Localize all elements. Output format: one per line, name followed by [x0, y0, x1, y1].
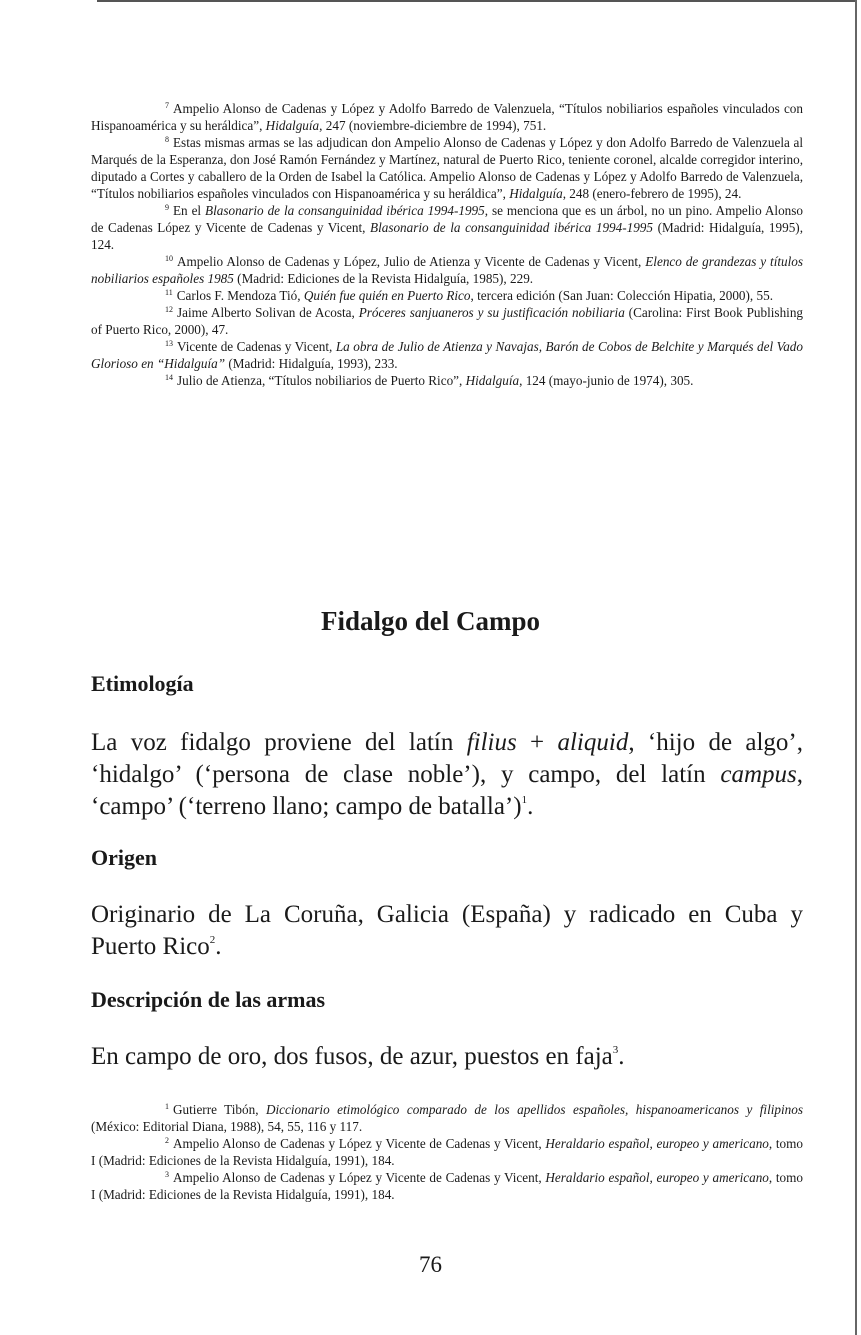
- footnote-number: 10: [165, 254, 173, 263]
- page-number: 76: [419, 1252, 442, 1277]
- footnote: [91, 1101, 803, 1135]
- scan-top-edge: [97, 0, 857, 2]
- text-run: Vicente de Cadenas y Vicent,: [177, 339, 336, 354]
- top-footnotes: [91, 100, 803, 389]
- footnote: [91, 1135, 803, 1169]
- text-run: , 247 (noviembre-diciembre de 1994), 751.: [319, 118, 547, 133]
- text-run: (Madrid: Hidalguía, 1993), 233.: [225, 356, 398, 371]
- footnote-number: 12: [165, 305, 173, 314]
- italic-text: Hidalguía: [465, 373, 520, 388]
- text-run: Carlos F. Mendoza Tió,: [176, 288, 304, 303]
- page-title: Fidalgo del Campo: [320, 606, 541, 636]
- footnote-reference: 1: [521, 794, 528, 806]
- italic-text: La obra de Julio de Atienza y Navajas, Barón de Cobos de Belchite y Marqués del Vado Glorioso en “Hidalguía”: [91, 339, 803, 371]
- text-run: En campo de oro, dos fusos, de azur, puestos en faja: [91, 1043, 613, 1070]
- footnote-number: 8: [165, 135, 169, 144]
- heading-origen: Origen: [91, 845, 157, 870]
- footnote: [91, 202, 803, 253]
- footnote: [91, 134, 803, 202]
- italic-text: Blasonario de la consanguinidad ibérica 1994-1995: [370, 220, 653, 235]
- etimologia-text: [91, 727, 803, 823]
- text-run: , ‘campo’ (‘terreno llano; campo de batalla’): [91, 761, 803, 820]
- text-run: (Carolina: First Book Publishing of Puerto Rico, 2000), 47.: [91, 305, 804, 337]
- italic-text: aliquid: [557, 729, 629, 756]
- footnote-number: 7: [165, 101, 169, 110]
- footnote: [91, 100, 803, 134]
- italic-text: Hidalguía: [265, 118, 320, 133]
- footnote-reference: 2: [209, 934, 216, 946]
- text-run: La voz fidalgo proviene del latín: [91, 729, 467, 756]
- text-run: , se menciona que es un árbol, no un pino. Ampelio Alonso de Cadenas López y Vicente de Cadenas y Vicent,: [91, 203, 803, 235]
- text-run: Ampelio Alonso de Cadenas y López y Vicente de Cadenas y Vicent,: [173, 1136, 546, 1151]
- origen-paragraph: [91, 899, 803, 963]
- italic-text: Hidalguía: [509, 186, 563, 201]
- etimologia-paragraph: [91, 727, 803, 823]
- text-run: Originario de La Coruña, Galicia (España) y radicado en Cuba y Puerto Rico: [91, 901, 803, 960]
- text-run: +: [516, 729, 558, 756]
- text-run: Ampelio Alonso de Cadenas y López y Vicente de Cadenas y Vicent,: [173, 1170, 546, 1185]
- text-run: (México: Editorial Diana, 1988), 54, 55, 116 y 117.: [91, 1119, 363, 1134]
- italic-text: Blasonario de la consanguinidad ibérica 1994-1995: [205, 203, 485, 218]
- italic-text: Quién fue quién en Puerto Rico: [303, 288, 471, 303]
- italic-text: Próceres sanjuaneros y su justificación nobiliaria: [358, 305, 625, 320]
- text-run: , 124 (mayo-junio de 1974), 305.: [519, 373, 694, 388]
- scan-right-edge: [855, 0, 857, 1335]
- italic-text: campus: [720, 761, 797, 788]
- text-run: , tomo I (Madrid: Ediciones de la Revista Hidalguía, 1991), 184.: [91, 1136, 804, 1168]
- origen-text: [91, 899, 803, 963]
- text-run: Ampelio Alonso de Cadenas y López, Julio de Atienza y Vicente de Cadenas y Vicent,: [177, 254, 646, 269]
- text-run: Estas mismas armas se las adjudican don Ampelio Alonso de Cadenas y López y don Adolfo Barredo de Valenzuela al Marqués de la Esperanza, don José Ramón Fernández y Martínez, natural de Puerto Rico, teniente coronel, alcalde corregidor interino, diputado a Cortes y caballero de la Orden de Isabel la Católica. Ampelio Alonso de Cadenas y López y Adolfo Barredo de Valenzuela, “Títulos nobiliarios españoles vinculados con Hispanoamérica y su heráldica”,: [91, 135, 803, 201]
- text-run: Gutierre Tibón,: [173, 1102, 266, 1117]
- italic-text: Diccionario etimológico comparado de los apellidos españoles, hispanoamericanos y filipinos: [265, 1102, 803, 1117]
- footnote-number: 1: [165, 1102, 169, 1111]
- armas-text: [91, 1041, 803, 1073]
- footnote-number: 14: [165, 373, 173, 382]
- text-run: , ‘hijo de algo’, ‘hidalgo’ (‘persona de clase noble’), y campo, del latín: [91, 729, 803, 788]
- footnote-number: 11: [165, 288, 173, 297]
- footnote-number: 13: [165, 339, 173, 348]
- bottom-footnotes: [91, 1101, 803, 1203]
- text-run: .: [215, 933, 222, 960]
- footnote: [91, 304, 803, 338]
- footnote: [91, 1169, 803, 1203]
- footnote-number: 2: [165, 1136, 169, 1145]
- italic-text: filius: [466, 729, 517, 756]
- text-run: (Madrid: Hidalguía, 1995), 124.: [91, 220, 803, 252]
- text-run: , tercera edición (San Juan: Colección Hipatia, 2000), 55.: [470, 288, 773, 303]
- footnote-number: 9: [165, 203, 169, 212]
- text-run: (Madrid: Ediciones de la Revista Hidalguía, 1985), 229.: [233, 271, 534, 286]
- text-run: , tomo I (Madrid: Ediciones de la Revista Hidalguía, 1991), 184.: [91, 1170, 804, 1202]
- footnote: [91, 287, 803, 304]
- italic-text: Heraldario español, europeo y americano: [545, 1170, 769, 1185]
- footnote-reference: 3: [612, 1044, 619, 1056]
- footnote-number: 3: [165, 1170, 169, 1179]
- heading-etimologia: Etimología: [91, 671, 194, 696]
- text-run: , 248 (enero-febrero de 1995), 24.: [562, 186, 742, 201]
- italic-text: Elenco de grandezas y títulos nobiliarios españoles 1985: [91, 254, 804, 286]
- text-run: Julio de Atienza, “Títulos nobiliarios de Puerto Rico”,: [177, 373, 466, 388]
- text-run: .: [618, 1043, 625, 1070]
- text-run: En el: [173, 203, 206, 218]
- footnote: [91, 372, 803, 389]
- text-run: Jaime Alberto Solivan de Acosta,: [177, 305, 359, 320]
- footnote: [91, 338, 803, 372]
- text-run: Ampelio Alonso de Cadenas y López y Adolfo Barredo de Valenzuela, “Títulos nobiliarios españoles vinculados con Hispanoamérica y su heráldica”,: [91, 101, 803, 133]
- footnote: [91, 253, 803, 287]
- armas-paragraph: [91, 1041, 803, 1073]
- text-run: .: [527, 793, 534, 820]
- italic-text: Heraldario español, europeo y americano: [545, 1136, 769, 1151]
- heading-armas: Descripción de las armas: [91, 987, 326, 1012]
